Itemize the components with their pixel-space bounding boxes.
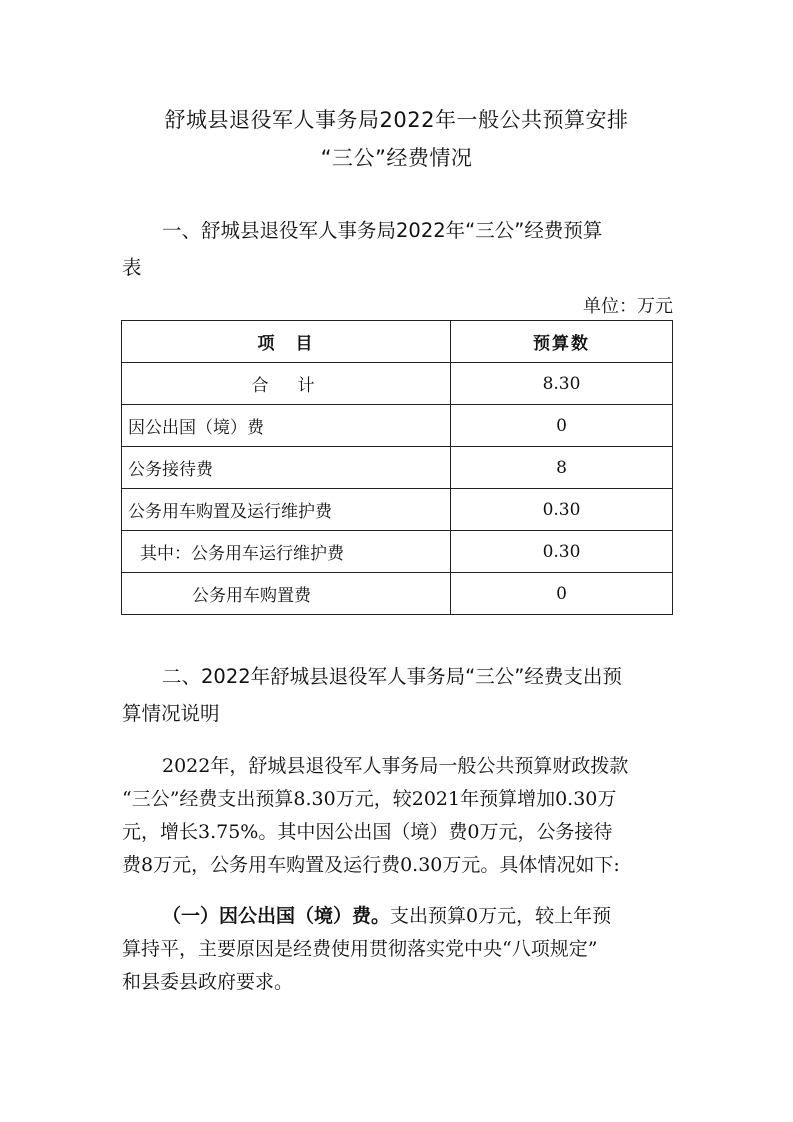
paragraph-line: 2022年，舒城县退役军人事务局一般公共预算财政拨款 bbox=[162, 755, 629, 777]
paragraph-line: 元，增长3.75%。其中因公出国（境）费0万元，公务接待 bbox=[122, 821, 613, 843]
header-item: 项 目 bbox=[122, 321, 451, 363]
row-value: 0 bbox=[451, 573, 673, 615]
row-label: 因公出国（境）费 bbox=[122, 405, 451, 447]
paragraph-summary bbox=[122, 750, 674, 882]
table-row bbox=[122, 489, 673, 531]
paragraph-line: 费8万元，公务用车购置及运行费0.30万元。具体情况如下: bbox=[122, 854, 620, 876]
section1-heading bbox=[122, 212, 674, 286]
header-budget: 预算数 bbox=[451, 321, 673, 363]
paragraph-travel bbox=[122, 900, 674, 999]
row-value: 0.30 bbox=[451, 531, 673, 573]
row-value: 0.30 bbox=[451, 489, 673, 531]
row-value: 8.30 bbox=[451, 363, 673, 405]
row-label: 其中：公务用车运行维护费 bbox=[122, 531, 451, 573]
table-header-row bbox=[122, 321, 673, 363]
budget-table bbox=[121, 320, 673, 615]
table-row bbox=[122, 573, 673, 615]
row-label: 公务接待费 bbox=[122, 447, 451, 489]
table-row bbox=[122, 447, 673, 489]
unit-label: 单位：万元 bbox=[583, 296, 673, 317]
document-title-line2: “三公”经费情况 bbox=[320, 146, 473, 170]
paragraph-line: “三公”经费支出预算8.30万元，较2021年预算增加0.30万 bbox=[122, 788, 617, 810]
document-title-line1: 舒城县退役军人事务局2022年一般公共预算安排 bbox=[164, 108, 629, 132]
section1-heading-line2: 表 bbox=[122, 256, 142, 279]
paragraph-line bbox=[122, 900, 674, 933]
table-row-total bbox=[122, 363, 673, 405]
subheading-travel: （一）因公出国（境）费。 bbox=[162, 905, 391, 927]
section2-heading-line2: 算情况说明 bbox=[122, 702, 220, 725]
table-row bbox=[122, 531, 673, 573]
paragraph-line: 算持平，主要原因是经费使用贯彻落实党中央“八项规定” bbox=[122, 938, 598, 960]
row-label: 公务用车购置及运行维护费 bbox=[122, 489, 451, 531]
section2-heading bbox=[122, 658, 674, 732]
paragraph-text: 支出预算0万元，较上年预 bbox=[390, 905, 612, 927]
section1-heading-line1: 一、舒城县退役军人事务局2022年“三公”经费预算 bbox=[162, 219, 603, 242]
row-value: 8 bbox=[451, 447, 673, 489]
row-label: 公务用车购置费 bbox=[122, 573, 451, 615]
table-row bbox=[122, 405, 673, 447]
row-value: 0 bbox=[451, 405, 673, 447]
section2-heading-line1: 二、2022年舒城县退役军人事务局“三公”经费支出预 bbox=[162, 665, 622, 688]
paragraph-line: 和县委县政府要求。 bbox=[122, 971, 294, 993]
row-label: 合 计 bbox=[122, 363, 451, 405]
